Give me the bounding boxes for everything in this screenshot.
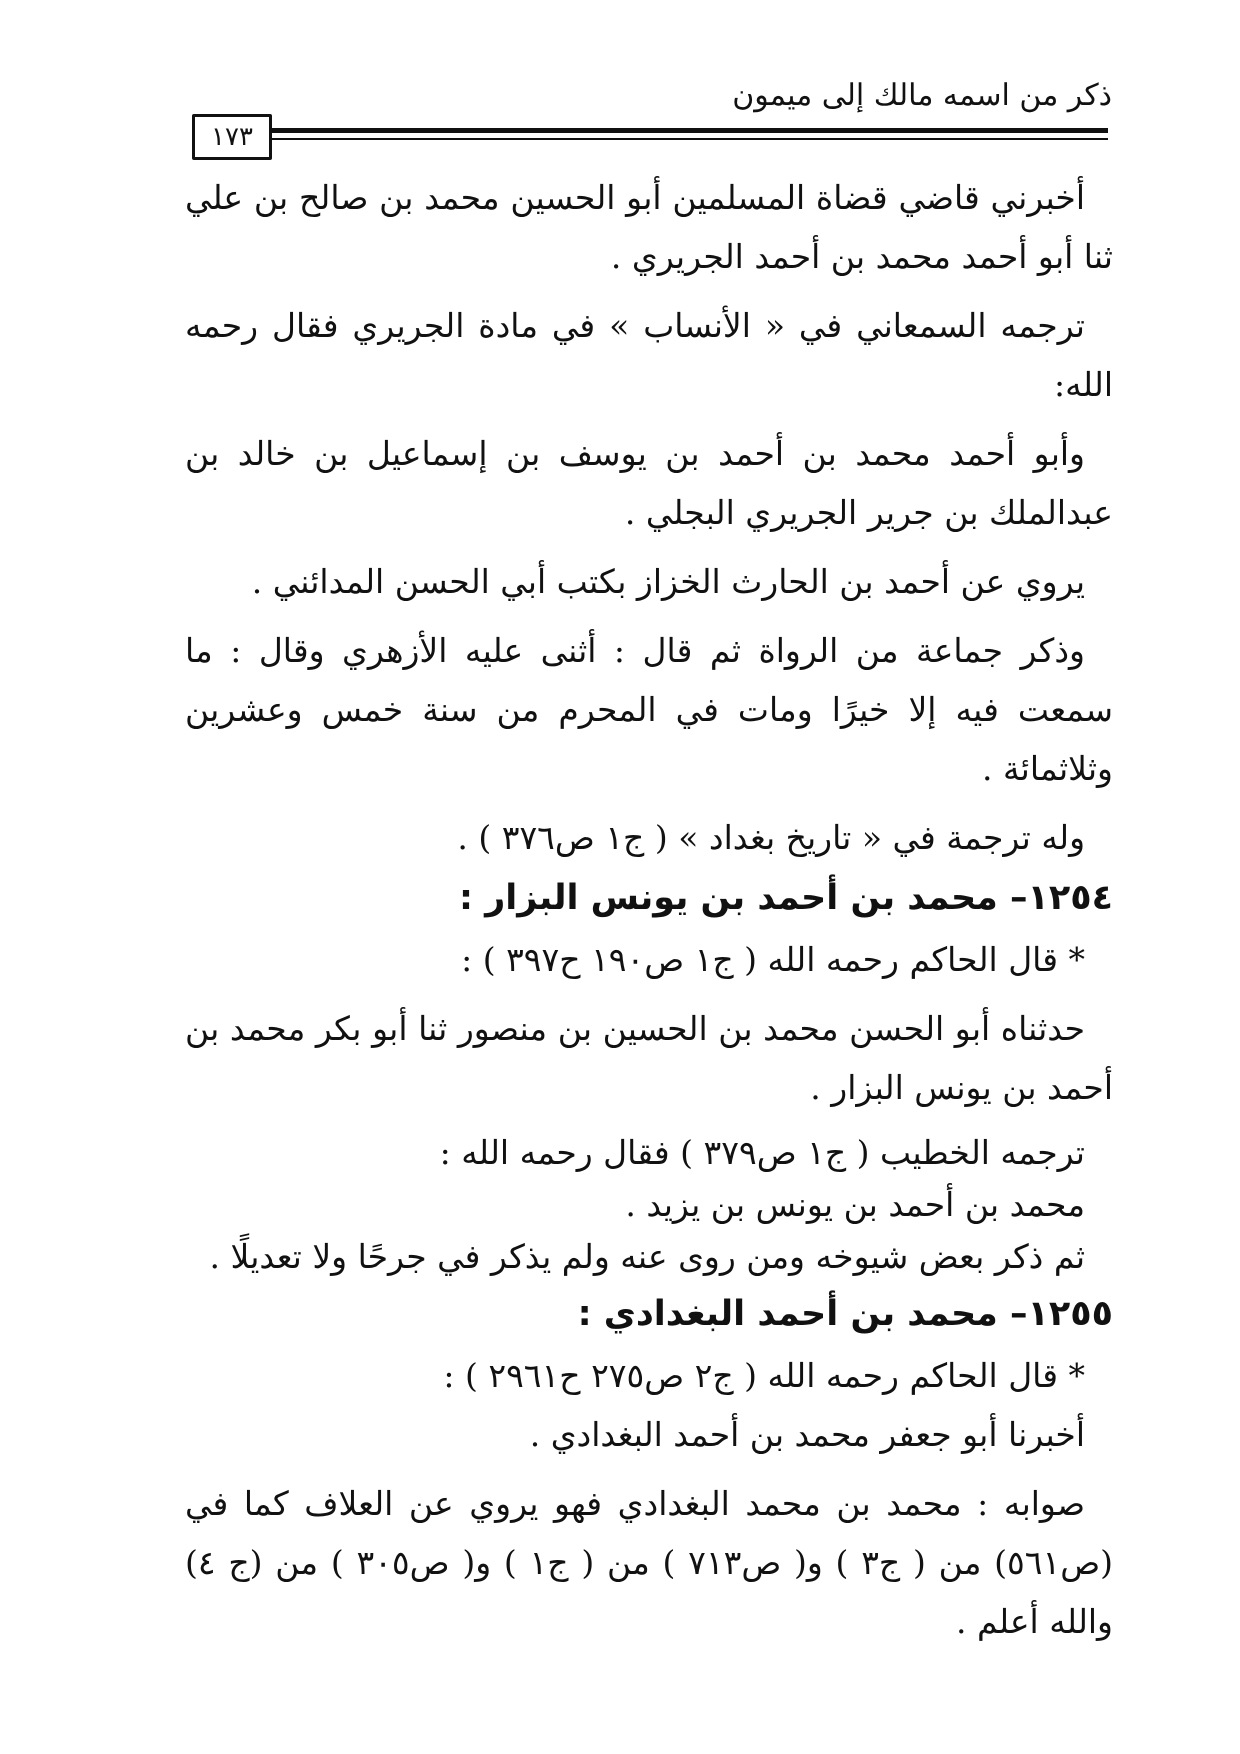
paragraph: أخبرني قاضي قضاة المسلمين أبو الحسين محمد بن صالح بن علي ثنا أبو أحمد محمد بن أحمد الجريري . (185, 178, 1113, 276)
entry-heading: ١٢٥٤– محمد بن أحمد بن يونس البزار : (458, 878, 1113, 918)
paragraph: وله ترجمة في « تاريخ بغداد » ( ج١ ص٣٧٦ ) . (457, 818, 1085, 857)
running-header: ذكر من اسمه مالك إلى ميمون (732, 78, 1112, 113)
paragraph: ترجمه الخطيب ( ج١ ص٣٧٩ ) فقال رحمه الله : (439, 1133, 1085, 1172)
paragraph: * قال الحاكم رحمه الله ( ج٢ ص٢٧٥ ح٢٩٦١ ) : (443, 1356, 1085, 1395)
paragraph: ثم ذكر بعض شيوخه ومن روى عنه ولم يذكر في جرحًا ولا تعديلًا . (209, 1237, 1085, 1276)
paragraph: محمد بن أحمد بن يونس بن يزيد . (625, 1185, 1085, 1224)
paragraph: * قال الحاكم رحمه الله ( ج١ ص١٩٠ ح٣٩٧ ) : (461, 940, 1085, 979)
paragraph: صوابه : محمد بن محمد البغدادي فهو يروي عن العلاف كما في (ص٥٦١) من ( ج٣ ) و( ص٧١٣ ) من ( ج١ ) و( ص٣٠٥ ) من (ج ٤) والله أعلم . (185, 1484, 1114, 1641)
header-rule-thin (270, 138, 1108, 140)
page-number-box: ١٧٣ (192, 114, 272, 160)
paragraph: حدثناه أبو الحسن محمد بن الحسين بن منصور ثنا أبو بكر محمد بن أحمد بن يونس البزار . (185, 1009, 1113, 1107)
paragraph: يروي عن أحمد بن الحارث الخزاز بكتب أبي الحسن المدائني . (251, 562, 1085, 601)
header-rule-thick (270, 128, 1108, 133)
paragraph: أخبرنا أبو جعفر محمد بن أحمد البغدادي . (529, 1415, 1085, 1454)
main-text (185, 168, 1113, 1651)
entry-heading: ١٢٥٥– محمد بن أحمد البغدادي : (577, 1294, 1113, 1334)
paragraph: وذكر جماعة من الرواة ثم قال : أثنى عليه الأزهري وقال : ما سمعت فيه إلا خيرًا ومات في المحرم من سنة خمس وعشرين وثلاثمائة . (185, 631, 1113, 788)
paragraph: وأبو أحمد محمد بن أحمد بن يوسف بن إسماعيل بن خالد بن عبدالملك بن جرير الجريري البجلي . (185, 434, 1113, 532)
paragraph: ترجمه السمعاني في « الأنساب » في مادة الجريري فقال رحمه الله: (185, 306, 1113, 404)
